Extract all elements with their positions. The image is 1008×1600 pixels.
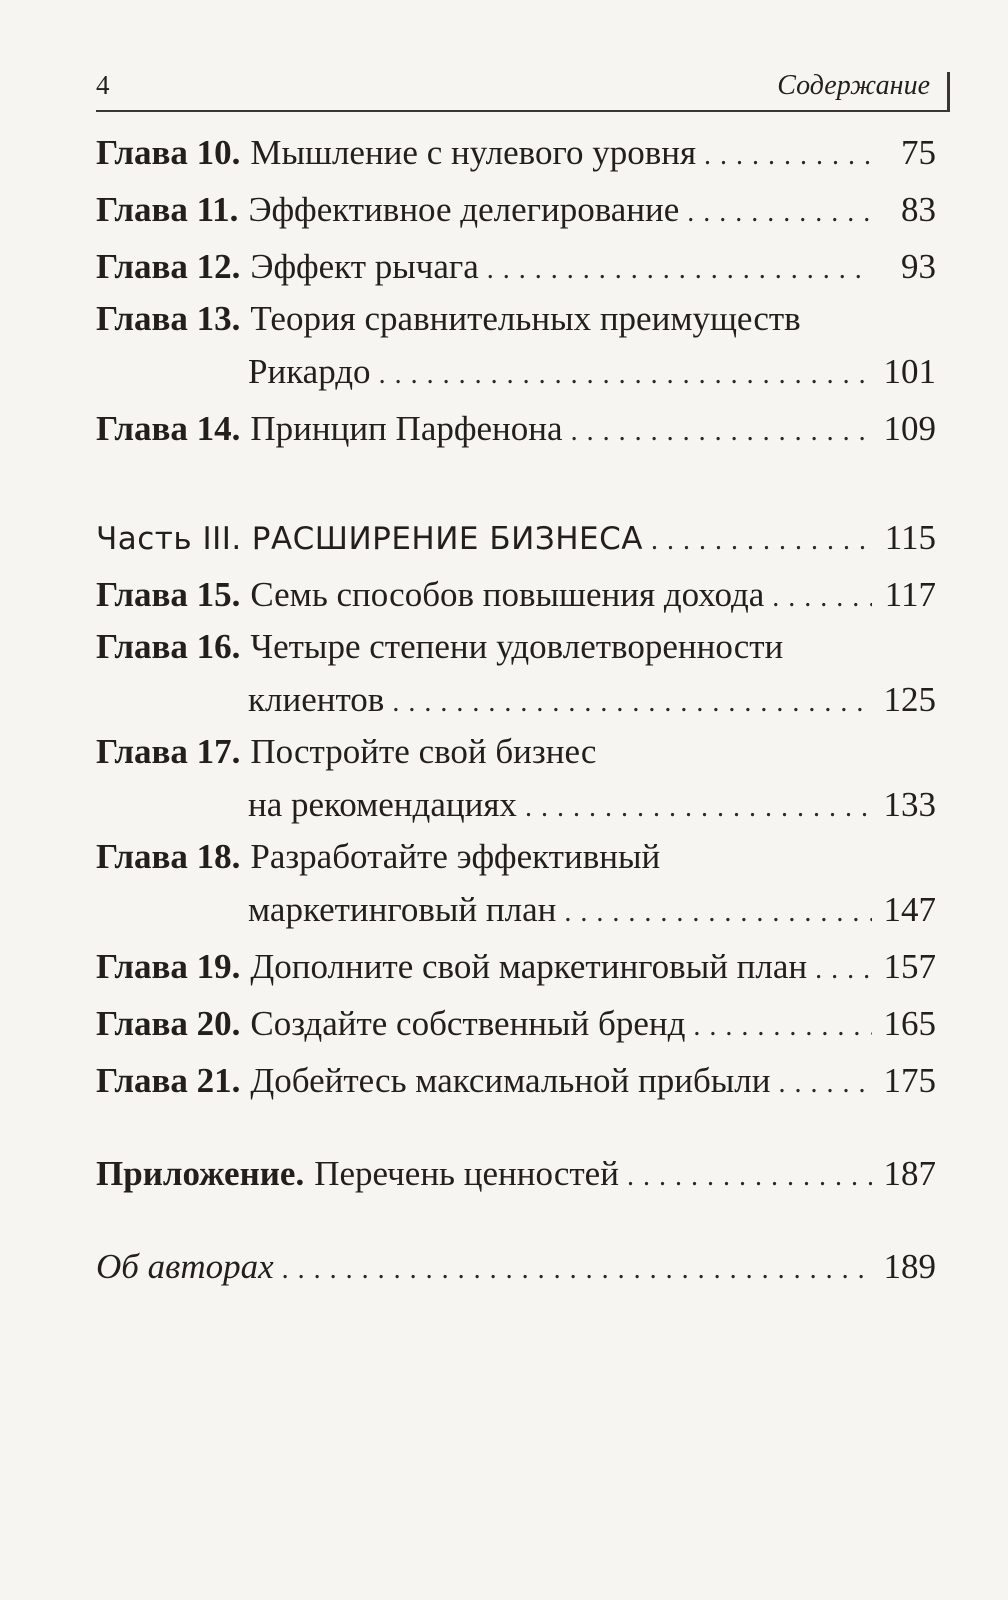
dot-leader [651,512,872,569]
chapter-label: Глава 20. [96,1004,241,1043]
chapter-page: 75 [901,133,936,172]
dot-leader [525,779,872,836]
toc-entry-chapter-19[interactable] [96,938,936,995]
chapter-title-continued: маркетинговый план [248,890,557,929]
appendix-label: Приложение. [96,1154,305,1193]
chapter-title: Дополните свой маркетинговый план [250,947,808,986]
toc-entry-chapter-14[interactable] [96,400,936,457]
chapter-page: 165 [883,1004,936,1043]
chapter-title: Создайте собственный бренд [250,1004,686,1043]
dot-leader [704,127,872,184]
chapter-label: Глава 13. [96,299,241,338]
header-corner-mark [947,72,950,112]
dot-leader [564,884,872,941]
dot-leader [392,674,872,731]
chapter-title: Мышление с нулевого уровня [250,133,697,172]
chapter-label: Глава 16. [96,627,241,666]
chapter-title: Теория сравнительных преимуществ [250,299,801,338]
chapter-page: 117 [884,575,936,614]
toc-entry-appendix[interactable] [96,1145,936,1202]
chapter-label: Глава 21. [96,1061,241,1100]
chapter-title: Разработайте эффективный [250,837,661,876]
section-title: Содержание [777,70,930,101]
toc-entry-chapter-11[interactable] [96,181,936,238]
chapter-page: 133 [883,785,936,824]
chapter-page: 83 [901,190,936,229]
chapter-label: Глава 11. [96,190,239,229]
running-header [96,66,950,112]
toc-entry-chapter-17[interactable] [96,728,936,833]
chapter-label: Глава 10. [96,133,241,172]
page-number: 4 [96,70,110,100]
chapter-title: Четыре степени удовлетворенности [250,627,784,666]
chapter-page: 109 [883,409,936,448]
part-title: РАСШИРЕНИЕ БИЗНЕСА [251,521,643,557]
chapter-title: Семь способов повышения дохода [250,575,765,614]
chapter-title: Эффект рычага [250,247,479,286]
chapter-label: Глава 12. [96,247,241,286]
chapter-page: 93 [901,247,936,286]
chapter-page: 125 [883,680,936,719]
dot-leader [693,998,872,1055]
dot-leader [282,1241,872,1298]
chapter-title-continued: на рекомендациях [248,785,517,824]
table-of-contents [96,124,936,1295]
dot-leader [627,1148,872,1205]
toc-entry-chapter-10[interactable] [96,124,936,181]
dot-leader [815,941,872,998]
toc-entry-chapter-16[interactable] [96,623,936,728]
chapter-page: 147 [883,890,936,929]
part-page: 115 [884,518,936,557]
toc-entry-chapter-12[interactable] [96,238,936,295]
toc-entry-chapter-18[interactable] [96,833,936,938]
chapter-page: 157 [883,947,936,986]
chapter-label: Глава 17. [96,732,241,771]
chapter-title: Принцип Парфенона [250,409,563,448]
chapter-label: Глава 15. [96,575,241,614]
toc-entry-chapter-20[interactable] [96,995,936,1052]
part-label: Часть III. [96,521,242,557]
chapter-page: 175 [883,1061,936,1100]
appendix-title: Перечень ценностей [314,1154,619,1193]
dot-leader [687,184,872,241]
chapter-title-continued: клиентов [248,680,385,719]
dot-leader [571,403,872,460]
about-authors-page: 189 [883,1247,936,1286]
chapter-title: Постройте свой бизнес [250,732,597,771]
appendix-page: 187 [883,1154,936,1193]
dot-leader [379,346,872,403]
dot-leader [779,1055,872,1112]
toc-entry-part-3[interactable] [96,509,936,566]
chapter-page: 101 [883,352,936,391]
dot-leader [487,241,872,298]
toc-entry-chapter-21[interactable] [96,1052,936,1109]
dot-leader [772,569,872,626]
toc-entry-about-authors[interactable] [96,1238,936,1295]
header-rule [96,110,950,112]
chapter-title: Эффективное делегирование [248,190,680,229]
chapter-label: Глава 19. [96,947,241,986]
chapter-label: Глава 18. [96,837,241,876]
chapter-label: Глава 14. [96,409,241,448]
about-authors-title: Об авторах [96,1247,274,1286]
toc-entry-chapter-13[interactable] [96,295,936,400]
toc-entry-chapter-15[interactable] [96,566,936,623]
chapter-title-continued: Рикардо [248,352,371,391]
chapter-title: Добейтесь максимальной прибыли [250,1061,771,1100]
